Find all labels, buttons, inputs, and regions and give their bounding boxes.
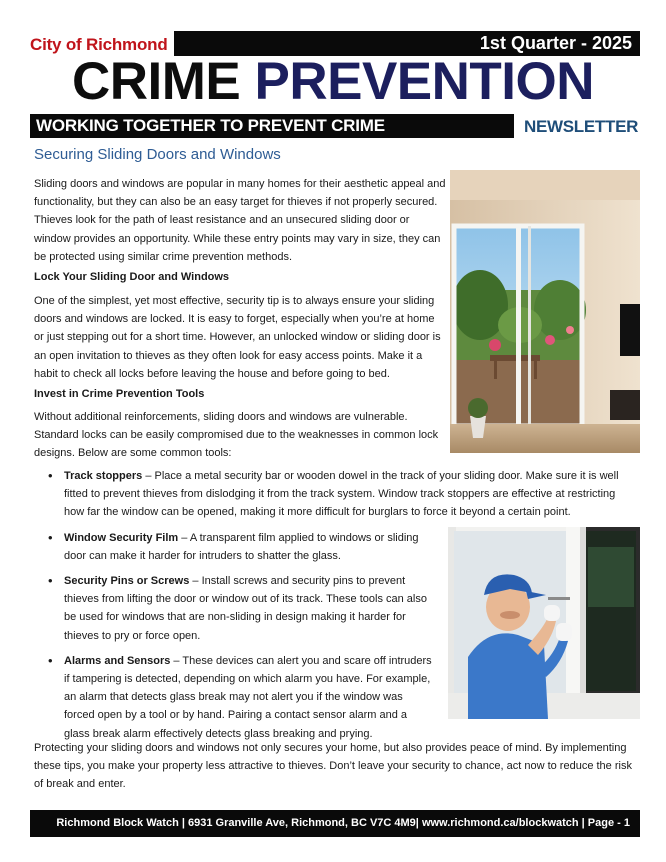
tagline: WORKING TOGETHER TO PREVENT CRIME <box>36 116 385 135</box>
list-item <box>48 652 434 743</box>
tool-name: Security Pins or Screws <box>64 575 190 588</box>
heading-lock: Lock Your Sliding Door and Windows <box>34 271 230 283</box>
tool-name: Alarms and Sensors <box>64 654 171 667</box>
footer-bar <box>30 810 640 837</box>
issue-quarter: 1st Quarter - 2025 <box>479 33 632 53</box>
intro-paragraph: Sliding doors and windows are popular in many homes for their aesthetic appeal and functionality, but they can also be an easy target for thieves if not properly secured. Thieves look for the path of least resistance and an unsecured sliding door or window provides an opportunity. While these entry points may vary in size, they can be protected using similar crime prevention methods. <box>34 178 446 263</box>
list-item <box>48 572 434 645</box>
tool-description: – A transparent film applied to windows or sliding door can make it harder for intruders to shatter the glass. <box>64 531 419 562</box>
newsletter-label: NEWSLETTER <box>524 117 639 136</box>
list-item <box>48 467 630 522</box>
tagline-bar <box>30 114 514 138</box>
tool-name: Window Security Film <box>64 531 179 544</box>
footer-contact: Richmond Block Watch | 6931 Granville Ave, Richmond, BC V7C 4M9| www.richmond.ca/blockwatch | Page - 1 <box>56 817 630 829</box>
newsletter-headline <box>0 52 666 112</box>
closing-paragraph: Protecting your sliding doors and windows not only secures your home, but also provides peace of mind. By implementing these tips, you make your property less attractive to thieves. Don’t leave your security to chance, act now to reduce the risk of break and enter. <box>34 742 632 791</box>
headline-word-prevention: PREVENTION <box>254 52 595 111</box>
headline-word-crime: CRIME <box>71 52 241 111</box>
tool-name: Track stoppers <box>64 470 143 482</box>
lock-paragraph: One of the simplest, yet most effective, security tip is to always ensure your sliding doors and windows are locked. It is easy to forget, especially when you’re at home or just stepping out for a short time. However, an unlocked window or sliding door is an open invitation to thieves as they often look for easy access points. Make it a habit to check all locks before leaving the house and before going to bed. <box>34 295 441 380</box>
heading-tools: Invest in Crime Prevention Tools <box>34 388 205 400</box>
tool-description: – Install screws and security pins to prevent thieves from lifting the door or window out of its track. These tools can also be used for windows that are non-sliding in design making it harder for thieves to pry or force open. <box>64 575 427 642</box>
sliding-door-photo <box>450 170 640 453</box>
city-brand: City of Richmond <box>30 35 168 54</box>
article-title: Securing Sliding Doors and Windows <box>34 146 281 163</box>
tools-paragraph: Without additional reinforcements, sliding doors and windows are vulnerable. Standard locks can be easily compromised due to the weaknesses in common lock designs. Below are some common tools: <box>34 411 439 460</box>
list-item <box>48 529 434 565</box>
tool-description: – Place a metal security bar or wooden dowel in the track of your sliding door. Make sure it is well fitted to prevent thieves from dislodging it from the track system. Window track stoppers are effective at restricting how far the window can be opened, making it more difficult for burglars to force it beyond a certain point. <box>64 470 619 519</box>
window-security-photo <box>448 527 640 719</box>
tool-description: – These devices can alert you and scare off intruders if tampering is detected, depending on which alarm you have. For example, an alarm that detects glass break may not alert you if the window was forced open by a tool or by hand. Pairing a contact sensor alarm and a glass break alarm effectively detects glass breaking and prying. <box>64 654 432 740</box>
